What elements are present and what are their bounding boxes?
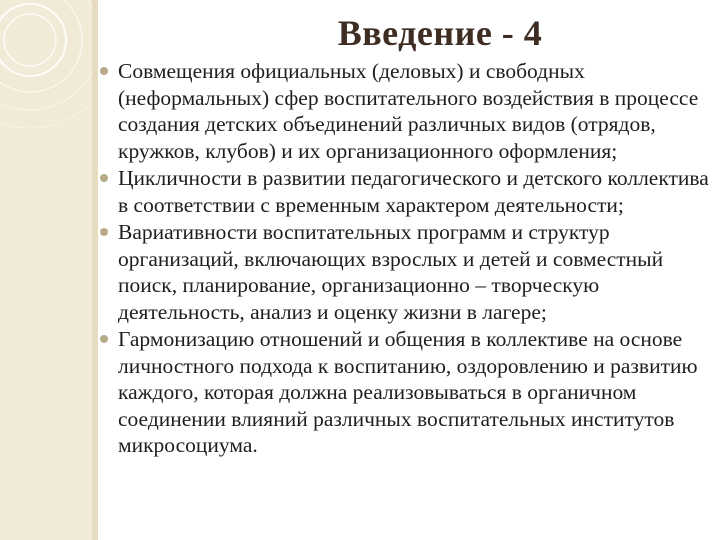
bullet-text: Совмещения официальных (деловых) и свободных (неформальных) сфер воспитательного воздействия в процессе создания детских объединений различных видов (отрядов, кружков, клубов) и их организационного оформления; [118, 59, 699, 163]
list-item [96, 58, 716, 164]
list-item [96, 165, 716, 218]
bullet-icon [100, 174, 108, 182]
list-item [96, 219, 716, 325]
bullet-icon [100, 67, 108, 75]
bullet-icon [100, 228, 108, 236]
bullet-icon [100, 335, 108, 343]
bullet-text: Вариативности воспитательных программ и структур организаций, включающих взрослых и детей и совместный поиск, планирование, организационно – творческую деятельность, анализ и оценку жизни в лагере; [118, 220, 664, 324]
bullet-text: Гармонизацию отношений и общения в коллективе на основе личностного подхода к воспитанию, оздоровлению и развитию каждого, которая должна реализовываться в органичном соединении влияний различных воспитательных институтов микросоциума. [118, 327, 698, 457]
bullet-list [96, 58, 716, 460]
bullet-text: Цикличности в развитии педагогического и детского коллектива в соответствии с временным характером деятельности; [118, 166, 709, 217]
list-item [96, 326, 716, 459]
decorative-circles [0, 0, 92, 200]
slide-title: Введение - 4 [337, 13, 543, 53]
